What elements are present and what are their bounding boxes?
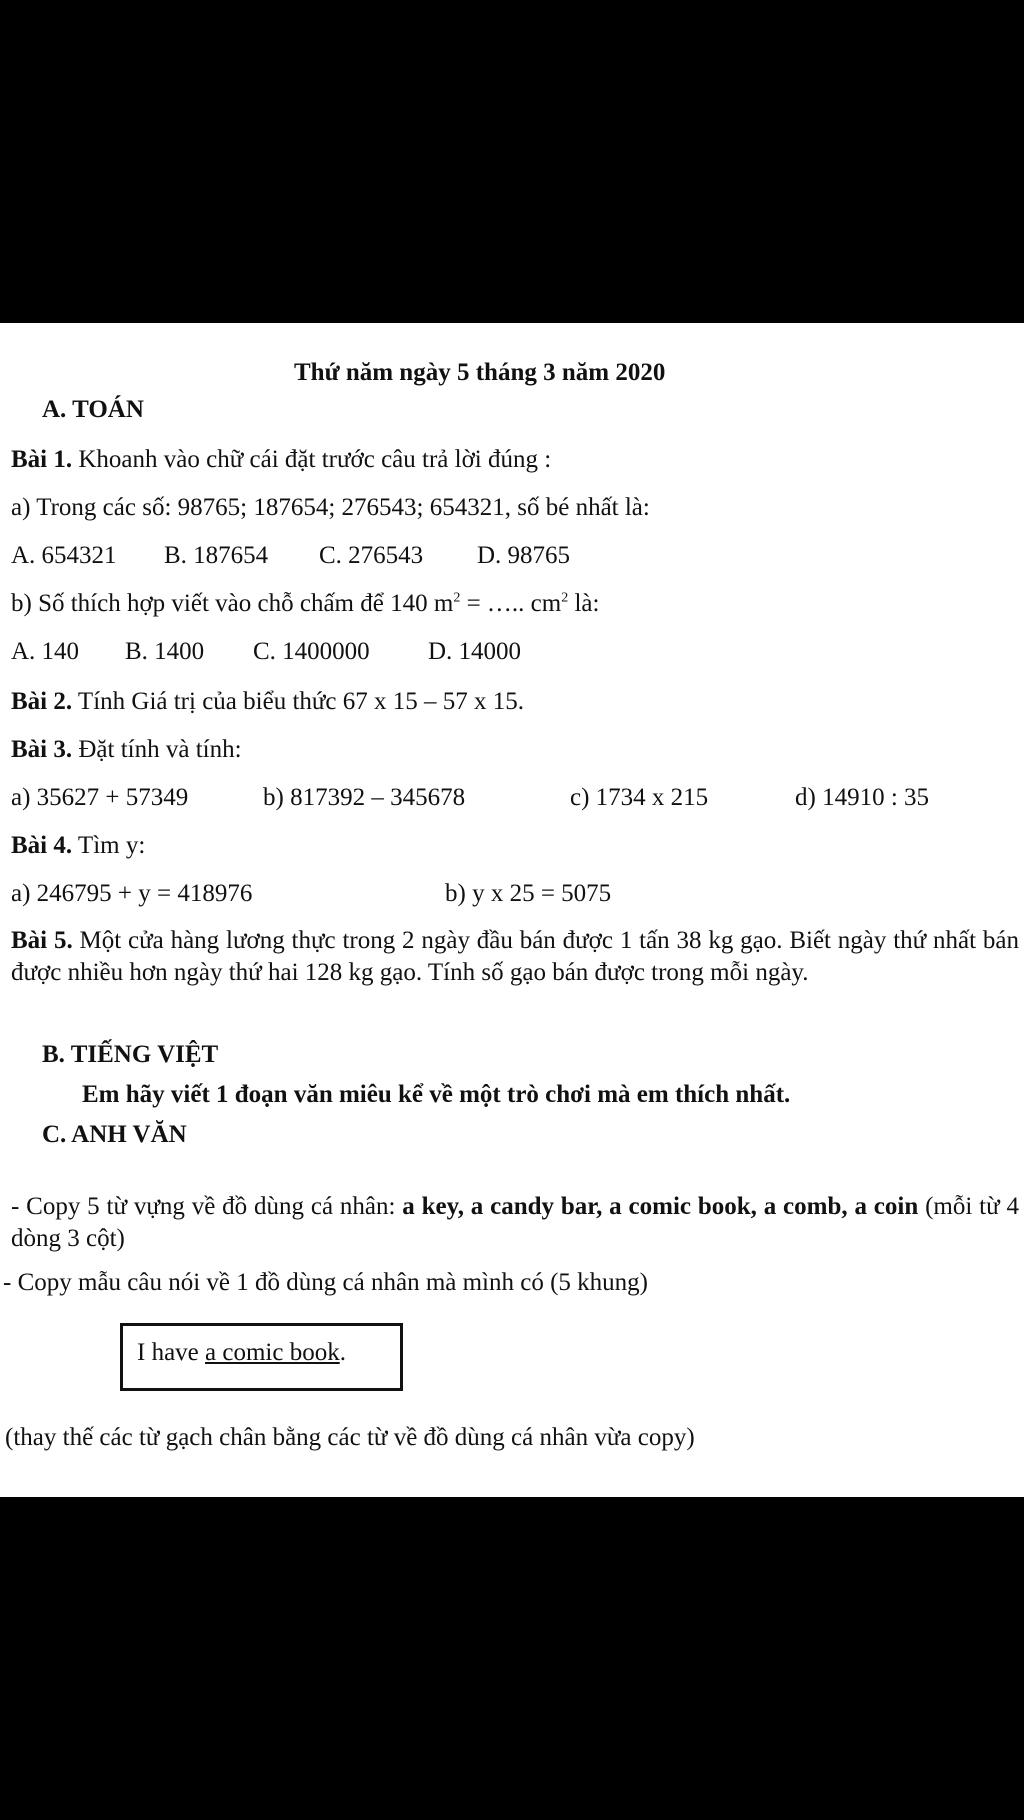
section-c-heading: C. ANH VĂN — [42, 1121, 187, 1148]
section-a-heading: A. TOÁN — [42, 396, 144, 423]
bai5-label: Bài 5. — [11, 927, 73, 954]
bai3-item-c: c) 1734 x 215 — [570, 784, 709, 811]
q1b-suffix: là: — [568, 590, 600, 617]
section-b-task: Em hãy viết 1 đoạn văn miêu kể về một trò chơi mà em thích nhất. — [82, 1081, 791, 1108]
q1b-mid: = ….. cm — [460, 590, 562, 617]
q1b-prefix: b) Số thích hợp viết vào chỗ chấm để 140 m — [11, 590, 454, 617]
q1b-option-c: C. 1400000 — [253, 638, 370, 665]
sample-sentence — [137, 1338, 346, 1368]
sample-sentence-frame — [120, 1323, 403, 1391]
bai3-item-d: d) 14910 : 35 — [795, 784, 930, 811]
q1b-option-b: B. 1400 — [125, 638, 205, 665]
c-line1-vocab: a key, a candy bar, a comic book, a comb, a coin — [402, 1193, 919, 1220]
bai1-label: Bài 1. — [11, 446, 73, 473]
q1a-option-d: D. 98765 — [477, 542, 571, 569]
q1b-question — [11, 589, 599, 619]
q1a-question: a) Trong các số: 98765; 187654; 276543; 654321, số bé nhất là: — [11, 494, 650, 521]
q1b-exp-m: 2 — [453, 590, 461, 606]
sentence-suffix: . — [339, 1339, 346, 1366]
sentence-underlined: a comic book — [205, 1339, 340, 1366]
bai5-text: Một cửa hàng lương thực trong 2 ngày đầu bán được 1 tấn 38 kg gạo. Biết ngày thứ nhất bán được nhiều hơn ngày thứ hai 128 kg gạo. Tính số gạo bán được trong mỗi ngày. — [11, 927, 1020, 986]
bai4-item-a: a) 246795 + y = 418976 — [11, 880, 253, 907]
bai3-label: Bài 3. — [11, 736, 73, 763]
section-b-heading: B. TIẾNG VIỆT — [42, 1041, 219, 1068]
q1a-option-a: A. 654321 — [11, 542, 117, 569]
bai3-item-a: a) 35627 + 57349 — [11, 784, 189, 811]
q1a-option-c: C. 276543 — [319, 542, 424, 569]
bai4-item-b: b) y x 25 = 5075 — [445, 880, 612, 907]
bai3-text: Đặt tính và tính: — [72, 736, 242, 763]
worksheet-page — [0, 323, 1024, 1497]
bai2-text: Tính Giá trị của biểu thức 67 x 15 – 57 x 15. — [72, 688, 525, 715]
c-line1-suffix: (mỗi từ 4 dòng 3 cột) — [11, 1193, 1019, 1252]
bai5 — [11, 925, 1019, 989]
bai1-text: Khoanh vào chữ cái đặt trước câu trả lời đúng : — [72, 446, 552, 473]
date-line: Thứ năm ngày 5 tháng 3 năm 2020 — [294, 359, 666, 386]
bai4-label: Bài 4. — [11, 832, 73, 859]
bai3-item-b: b) 817392 – 345678 — [263, 784, 466, 811]
c-line1 — [11, 1191, 1019, 1255]
bai4-text: Tìm y: — [72, 832, 146, 859]
bai1 — [11, 445, 551, 475]
bai3 — [11, 735, 242, 765]
bai2-label: Bài 2. — [11, 688, 73, 715]
sentence-prefix: I have — [137, 1339, 206, 1366]
q1a-option-b: B. 187654 — [164, 542, 269, 569]
c-line1-prefix: - Copy 5 từ vựng về đồ dùng cá nhân: — [11, 1193, 403, 1220]
c-note: (thay thế các từ gạch chân bằng các từ về đồ dùng cá nhân vừa copy) — [5, 1424, 695, 1451]
q1b-option-a: A. 140 — [11, 638, 80, 665]
q1b-option-d: D. 14000 — [428, 638, 522, 665]
c-line2: - Copy mẫu câu nói về 1 đồ dùng cá nhân mà mình có (5 khung) — [3, 1269, 648, 1296]
q1b-exp-cm: 2 — [561, 590, 569, 606]
bai4 — [11, 831, 145, 861]
bai2 — [11, 687, 524, 717]
